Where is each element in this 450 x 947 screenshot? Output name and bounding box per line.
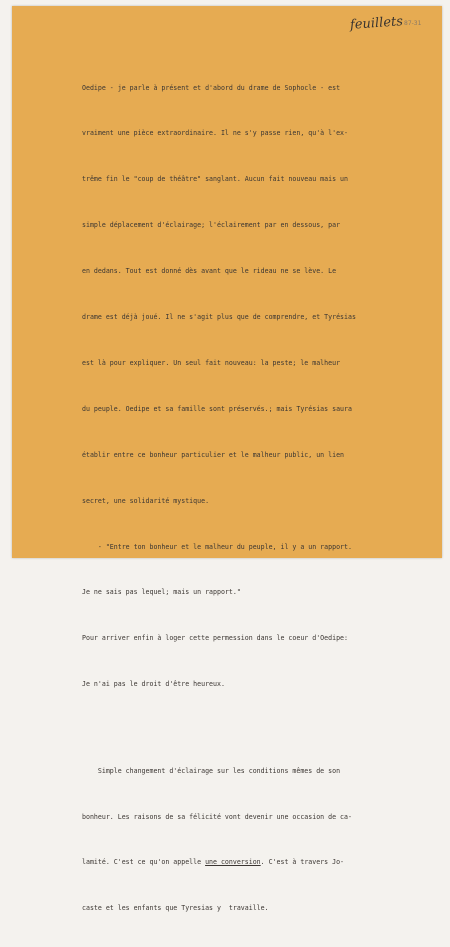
typed-text: [82, 50, 440, 947]
text-line: Pour arriver enfin à loger cette permession dans le coeur d'Oedipe:: [82, 634, 348, 643]
text-line: Oedipe - je parle à présent et d'abord du drame de Sophocle - est: [82, 83, 341, 92]
text-line: caste et les enfants que Tyresias y travaille.: [82, 904, 269, 913]
quote-line: - "Entre ton bonheur et le malheur du peuple, il y a un rapport.: [82, 542, 352, 551]
text-line: simple déplacement d'éclairage; l'éclairement par en dessous, par: [82, 221, 341, 230]
text-line: en dedans. Tout est donné dès avant que le rideau ne se lève. Le: [82, 267, 337, 276]
text-fragment: . C'est à travers Jo-: [260, 858, 345, 867]
text-line: vraiment une pièce extraordinaire. Il ne s'y passe rien, qu'à l'ex-: [82, 129, 348, 138]
text-line: est là pour expliquer. Un seul fait nouveau: la peste; le malheur: [82, 358, 341, 367]
handwritten-annotation: feuillets: [349, 14, 404, 33]
folio-number: 87-31: [404, 20, 422, 27]
underlined-phrase: une conversion: [205, 858, 261, 867]
paper-sheet: [12, 6, 442, 913]
text-line: Je n'ai pas le droit d'être heureux.: [82, 680, 225, 689]
text-line: bonheur. Les raisons de sa félicité vont devenir une occasion de ca-: [82, 812, 352, 821]
text-line: Simple changement d'éclairage sur les conditions mêmes de son: [82, 766, 341, 775]
paragraph-gap: [82, 723, 440, 733]
text-line: drame est déjà joué. Il ne s'agit plus que de comprendre, et Tyrésias: [82, 313, 356, 322]
text-line: établir entre ce bonheur particulier et le malheur public, un lien: [82, 450, 345, 459]
text-line: trême fin le "coup de théâtre" sanglant. Aucun fait nouveau mais un: [82, 175, 348, 184]
quote-line: Je ne sais pas lequel; mais un rapport.": [82, 588, 241, 597]
text-line: du peuple. Oedipe et sa famille sont préservés.; mais Tyrésias saura: [82, 404, 352, 413]
text-fragment: lamité. C'est ce qu'on appelle: [82, 858, 206, 867]
text-line: [82, 855, 440, 870]
text-line: secret, une solidarité mystique.: [82, 496, 210, 505]
